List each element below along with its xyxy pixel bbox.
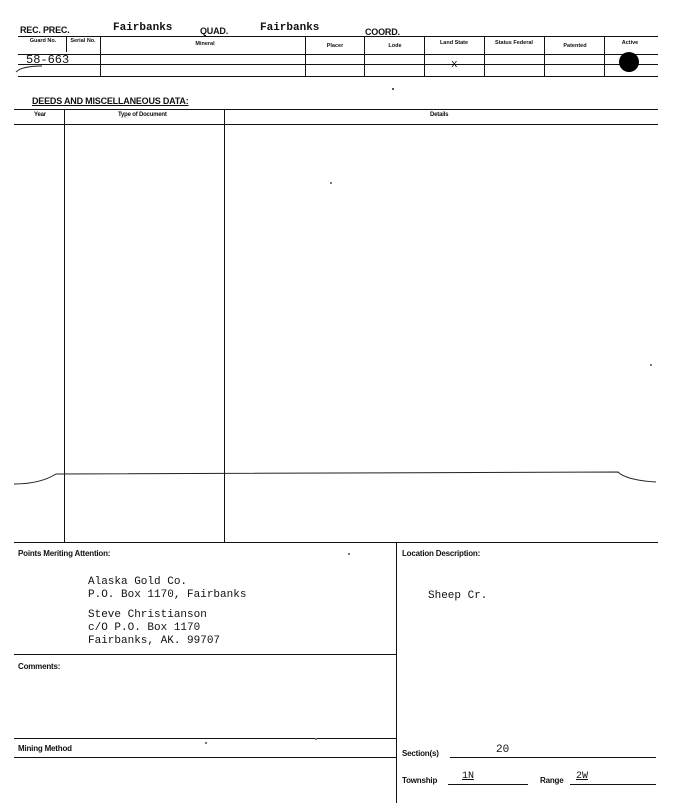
col-serial-no: Serial No. <box>70 38 96 44</box>
points-line: c/O P.O. Box 1170 <box>88 622 201 634</box>
points-block-1 <box>88 576 246 602</box>
points-line: Fairbanks, AK. 99707 <box>88 635 221 647</box>
claims-table-header-line <box>18 54 658 55</box>
claims-col-divider <box>604 37 605 76</box>
col-details: Details <box>430 112 449 118</box>
active-filled-circle <box>619 52 639 72</box>
points-block-2 <box>88 609 220 648</box>
comments-top-line <box>14 654 396 655</box>
page-fold-line <box>0 466 678 490</box>
claims-col-divider <box>544 37 545 76</box>
township-underline <box>448 784 528 785</box>
range-value: 2W <box>576 771 589 782</box>
scan-speck <box>348 553 350 555</box>
quad-value: Fairbanks <box>260 22 320 34</box>
col-mineral: Mineral <box>195 41 215 47</box>
col-patented: Patented <box>563 43 587 49</box>
col-placer: Placer <box>326 43 344 49</box>
location-value: Sheep Cr. <box>428 590 488 602</box>
range-label: Range <box>540 776 564 785</box>
lower-section-divider <box>396 543 397 803</box>
scan-speck <box>392 88 394 90</box>
mining-method-label: Mining Method <box>18 744 72 753</box>
scan-speck <box>315 738 317 740</box>
lower-section-top-line <box>14 542 658 543</box>
claims-col-divider <box>364 37 365 76</box>
range-underline <box>570 784 656 785</box>
township-value: 1N <box>462 771 475 782</box>
section-underline <box>450 757 656 758</box>
deeds-header-line <box>14 124 658 125</box>
col-active: Active <box>621 40 639 46</box>
rec-prec-value: Fairbanks <box>113 22 173 34</box>
claims-col-divider <box>424 37 425 76</box>
claims-col-divider <box>100 37 101 76</box>
col-year: Year <box>34 112 46 118</box>
land-state-mark: x <box>451 59 458 71</box>
claims-col-divider <box>66 37 67 52</box>
location-label: Location Description: <box>402 549 481 558</box>
deeds-top-line <box>14 109 658 110</box>
scan-speck <box>330 182 332 184</box>
deeds-section-title: DEEDS AND MISCELLANEOUS DATA: <box>32 96 189 106</box>
guard-no-value: 58-663 <box>26 53 70 67</box>
township-label: Township <box>402 776 438 785</box>
claims-table-bottom-line <box>18 76 658 77</box>
points-line: Alaska Gold Co. <box>88 576 188 588</box>
scan-speck <box>650 364 652 366</box>
claims-col-divider <box>484 37 485 76</box>
col-land-state: Land State <box>439 40 469 46</box>
coord-label: COORD. <box>365 27 400 37</box>
points-line: Steve Christianson <box>88 609 207 621</box>
quad-label: QUAD. <box>200 26 228 36</box>
claims-table-top-line <box>18 36 658 37</box>
section-label: Section(s) <box>402 749 439 758</box>
scan-speck <box>205 742 207 744</box>
col-status-federal: Status Federal <box>495 40 533 46</box>
scan-artifact-stroke <box>14 62 44 76</box>
mining-method-top-line <box>14 738 396 739</box>
rec-prec-label: REC. PREC. <box>20 25 70 35</box>
points-label: Points Meriting Attention: <box>18 549 111 558</box>
col-guard-no: Guard No. <box>29 38 57 44</box>
col-type-of-document: Type of Document <box>118 112 167 118</box>
col-lode: Lode <box>388 43 402 49</box>
points-line: P.O. Box 1170, Fairbanks <box>88 589 247 601</box>
section-value: 20 <box>496 744 510 756</box>
mining-method-line <box>14 757 396 758</box>
claims-table-row-line <box>18 64 658 65</box>
comments-label: Comments: <box>18 662 61 671</box>
